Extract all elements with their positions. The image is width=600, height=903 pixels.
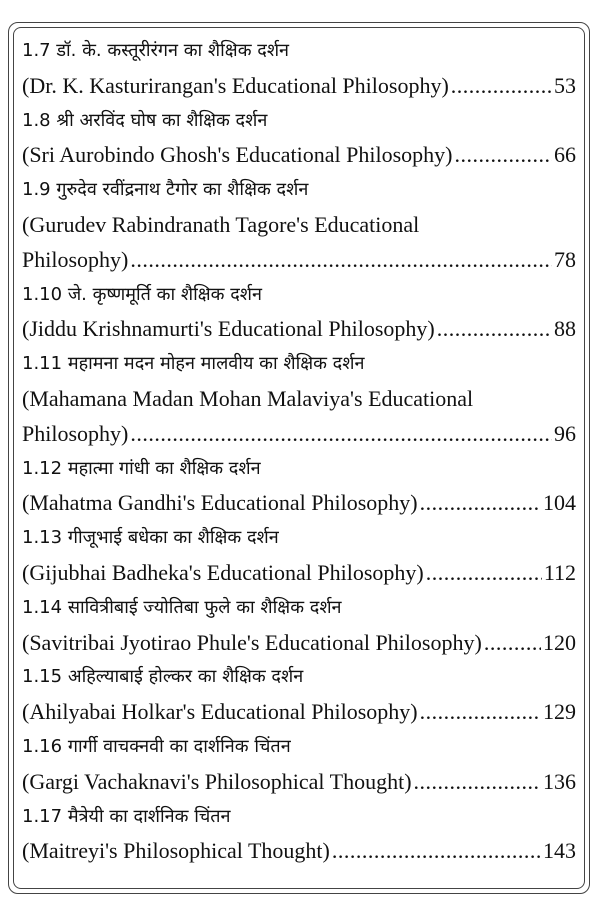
entry-hindi-title xyxy=(22,34,576,69)
entry-english-text: (Sri Aurobindo Ghosh's Educational Philosophy) xyxy=(22,142,453,168)
toc-entry xyxy=(22,347,576,451)
entry-hindi-title xyxy=(22,452,576,487)
entry-number: 1.12 xyxy=(22,457,63,479)
toc-entry xyxy=(22,173,576,277)
dot-leader xyxy=(426,556,542,591)
entry-english-text: (Mahatma Gandhi's Educational Philosophy) xyxy=(22,490,418,516)
entry-hindi-title xyxy=(22,104,576,139)
entry-page-number: 143 xyxy=(543,838,576,864)
entry-english-title-line xyxy=(22,243,576,278)
entry-number: 1.9 xyxy=(22,179,51,201)
entry-hindi-title xyxy=(22,521,576,556)
entry-english-title-line xyxy=(22,486,576,521)
dot-leader xyxy=(414,765,541,800)
entry-english-text: (Jiddu Krishnamurti's Educational Philosophy) xyxy=(22,316,435,342)
entry-english-text: (Savitribai Jyotirao Phule's Educational Philosophy) xyxy=(22,629,482,655)
entry-english-title-first-line: (Gurudev Rabindranath Tagore's Educational xyxy=(22,211,420,237)
toc-entry xyxy=(22,521,576,591)
entry-page-number: 120 xyxy=(543,629,576,655)
entry-number: 1.15 xyxy=(22,666,63,688)
dot-leader xyxy=(420,695,541,730)
entry-hindi-text: महामना मदन मोहन मालवीय का शैक्षिक दर्शन xyxy=(67,353,365,375)
entry-english-text: (Maitreyi's Philosophical Thought) xyxy=(22,838,330,864)
entry-hindi-title xyxy=(22,660,576,695)
entry-hindi-title xyxy=(22,800,576,835)
entry-number: 1.14 xyxy=(22,596,63,618)
entry-page-number: 136 xyxy=(543,768,576,794)
entry-number: 1.8 xyxy=(22,109,51,131)
entry-page-number: 53 xyxy=(554,72,576,98)
dot-leader xyxy=(451,69,552,104)
entry-english-title-line xyxy=(22,417,576,452)
entry-english-text: (Gijubhai Badheka's Educational Philosophy) xyxy=(22,559,424,585)
entry-english-text: (Dr. K. Kasturirangan's Educational Philosophy) xyxy=(22,72,449,98)
toc-entry xyxy=(22,452,576,522)
entry-hindi-text: गुरुदेव रवींद्रनाथ टैगोर का शैक्षिक दर्शन xyxy=(56,179,309,201)
entry-hindi-title xyxy=(22,730,576,765)
toc-entry xyxy=(22,278,576,348)
entry-page-number: 104 xyxy=(543,490,576,516)
toc-entry xyxy=(22,800,576,870)
entry-english-title-first-line: (Mahamana Madan Mohan Malaviya's Educational xyxy=(22,385,474,411)
entry-hindi-title xyxy=(22,173,576,208)
entry-english-text: (Gargi Vachaknavi's Philosophical Thought) xyxy=(22,768,412,794)
entry-number: 1.16 xyxy=(22,735,63,757)
dot-leader xyxy=(130,243,552,278)
entry-english-title-line xyxy=(22,765,576,800)
entry-hindi-text: गीजूभाई बधेका का शैक्षिक दर्शन xyxy=(67,527,279,549)
dot-leader xyxy=(437,312,552,347)
entry-english-title-line xyxy=(22,695,576,730)
entry-english-title-line xyxy=(22,626,576,661)
entry-english-title-line xyxy=(22,834,576,869)
entry-english-text: Philosophy) xyxy=(22,246,129,272)
entry-page-number: 112 xyxy=(543,559,576,585)
dot-leader xyxy=(420,486,541,521)
dot-leader xyxy=(332,834,541,869)
entry-hindi-title xyxy=(22,347,576,382)
table-of-contents xyxy=(22,34,576,869)
toc-entry xyxy=(22,104,576,174)
toc-entry xyxy=(22,34,576,104)
entry-page-number: 66 xyxy=(554,142,576,168)
entry-english-title-line xyxy=(22,69,576,104)
entry-hindi-text: महात्मा गांधी का शैक्षिक दर्शन xyxy=(67,457,261,479)
toc-entry xyxy=(22,591,576,661)
entry-page-number: 129 xyxy=(543,699,576,725)
entry-hindi-title xyxy=(22,278,576,313)
entry-hindi-text: सावित्रीबाई ज्योतिबा फुले का शैक्षिक दर्शन xyxy=(67,596,342,618)
toc-entry xyxy=(22,660,576,730)
entry-number: 1.10 xyxy=(22,283,63,305)
dot-leader xyxy=(484,626,541,661)
entry-english-title-line xyxy=(22,138,576,173)
entry-page-number: 88 xyxy=(554,316,576,342)
entry-hindi-text: डॉ. के. कस्तूरीरंगन का शैक्षिक दर्शन xyxy=(56,40,290,61)
entry-hindi-text: मैत्रेयी का दार्शनिक चिंतन xyxy=(67,805,231,827)
entry-hindi-text: श्री अरविंद घोष का शैक्षिक दर्शन xyxy=(56,109,268,131)
entry-hindi-text: गार्गी वाचक्नवी का दार्शनिक चिंतन xyxy=(67,735,291,757)
entry-number: 1.11 xyxy=(22,353,63,375)
entry-hindi-title xyxy=(22,591,576,626)
entry-hindi-text: जे. कृष्णमूर्ति का शैक्षिक दर्शन xyxy=(67,283,263,305)
entry-number: 1.17 xyxy=(22,805,63,827)
entry-hindi-text: अहिल्याबाई होल्कर का शैक्षिक दर्शन xyxy=(67,666,304,688)
toc-entry xyxy=(22,730,576,800)
entry-english-text: (Ahilyabai Holkar's Educational Philosophy) xyxy=(22,699,418,725)
entry-page-number: 78 xyxy=(554,246,576,272)
dot-leader xyxy=(455,138,552,173)
dot-leader xyxy=(130,417,552,452)
entry-number: 1.7 xyxy=(22,40,51,61)
entry-english-title-line xyxy=(22,556,576,591)
entry-english-text: Philosophy) xyxy=(22,420,129,446)
entry-english-title-line xyxy=(22,312,576,347)
entry-number: 1.13 xyxy=(22,527,63,549)
entry-page-number: 96 xyxy=(554,420,576,446)
